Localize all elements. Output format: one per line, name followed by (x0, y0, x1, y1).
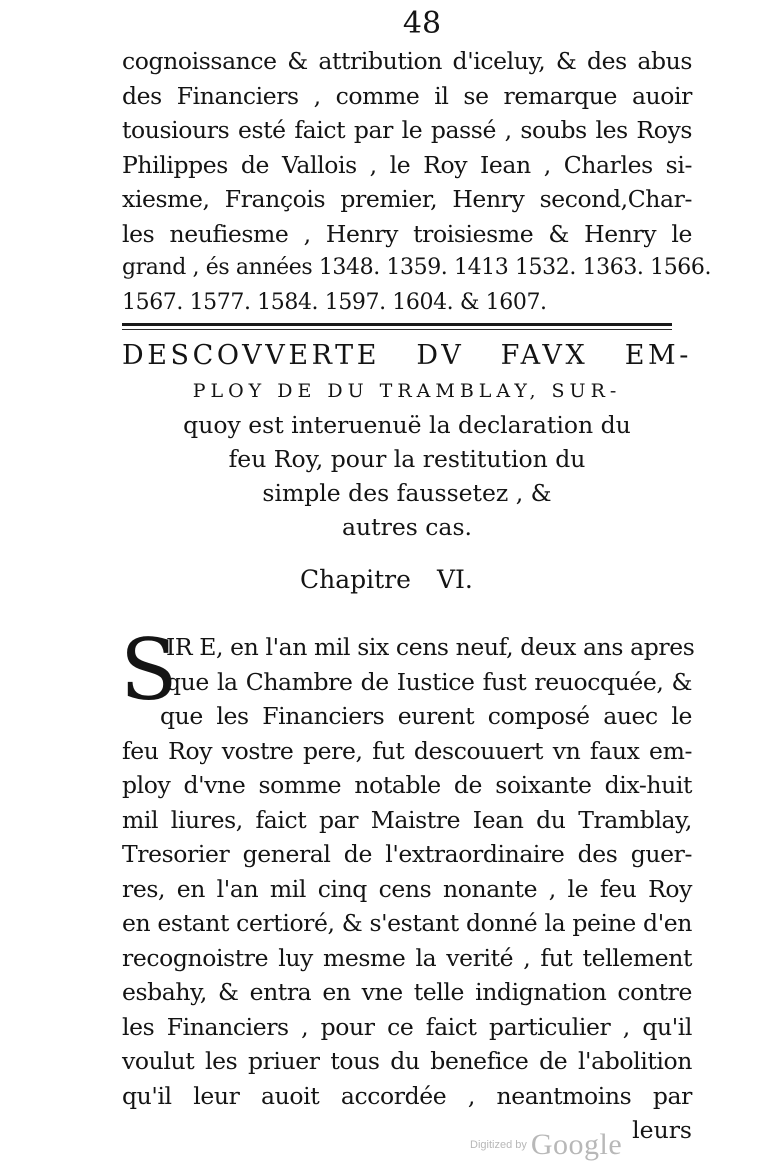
text-line: res, en l'an mil cinq cens nonante , le feu Roy (122, 874, 692, 903)
text-line: les neufiesme , Henry troisiesme & Henry le (122, 219, 692, 248)
watermark-prefix: Digitized by (470, 1139, 527, 1151)
drop-cap: S (120, 621, 178, 719)
text-line: les Financiers , pour ce faict particulier , qu'il (122, 1012, 692, 1041)
text-line: feu Roy vostre pere, fut descouuert vn faux em- (122, 736, 692, 765)
section-heading-line: PLOY DE DU TRAMBLAY, SUR- (192, 380, 622, 402)
text-line: tousiours esté faict par le passé , soubs les Roys (122, 116, 692, 144)
section-heading-line: feu Roy, pour la restitution du (228, 445, 586, 473)
section-heading-line: quoy est interuenuë la declaration du (183, 411, 631, 439)
text-line: Tresorier general de l'extraordinaire des guer- (122, 840, 692, 868)
section-rule-thin (122, 329, 672, 330)
text-line: cognoissance & attribution d'iceluy, & des abus (122, 47, 692, 75)
section-heading-line: autres cas. (342, 513, 472, 541)
text-line: ploy d'vne somme notable de soixante dix-huit (122, 771, 692, 799)
section-rule (122, 323, 672, 326)
top-paragraph (122, 44, 712, 320)
text-line: que les Financiers eurent composé auec le (160, 702, 692, 730)
body-paragraph (120, 621, 695, 1148)
chapter-number: VI. (436, 565, 473, 594)
chapter-title (300, 562, 500, 598)
text-line: mil liures, faict par Maistre Iean du Tramblay, (122, 805, 692, 834)
text-line: qu'il leur auoit accordée , neantmoins par (122, 1081, 692, 1110)
text-line: que la Chambre de Iustice fust reuocquée, & (166, 667, 692, 696)
section-heading (122, 338, 692, 544)
catchword: leurs (632, 1116, 692, 1144)
text-line: des Financiers , comme il se remarque auoir (122, 81, 692, 110)
text-line: en estant certioré, & s'estant donné la peine d'en (122, 909, 692, 937)
page-number: 48 (402, 6, 442, 41)
text-line: 1567. 1577. 1584. 1597. 1604. & 1607. (122, 289, 547, 315)
google-logo: Google (530, 1128, 623, 1161)
text-line: grand , és années 1348. 1359. 1413 1532. 1363. 1566. (122, 255, 712, 280)
text-line: voulut les priuer tous du benefice de l'abolition (122, 1047, 692, 1075)
chapter-label: Chapitre (300, 565, 411, 594)
text-line: IR E, en l'an mil six cens neuf, deux ans apres (166, 633, 695, 661)
text-line: recognoistre luy mesme la verité , fut tellement (122, 943, 692, 972)
text-line: xiesme, François premier, Henry second,Char- (122, 185, 692, 213)
section-heading-line: simple des faussetez , & (262, 479, 552, 507)
section-heading-line: DESCOVVERTE DV FAVX EM- (122, 340, 692, 371)
google-watermark (470, 1128, 622, 1162)
text-line: Philippes de Vallois , le Roy Iean , Charles si- (122, 150, 692, 179)
text-line: esbahy, & entra en vne telle indignation contre (122, 978, 692, 1006)
